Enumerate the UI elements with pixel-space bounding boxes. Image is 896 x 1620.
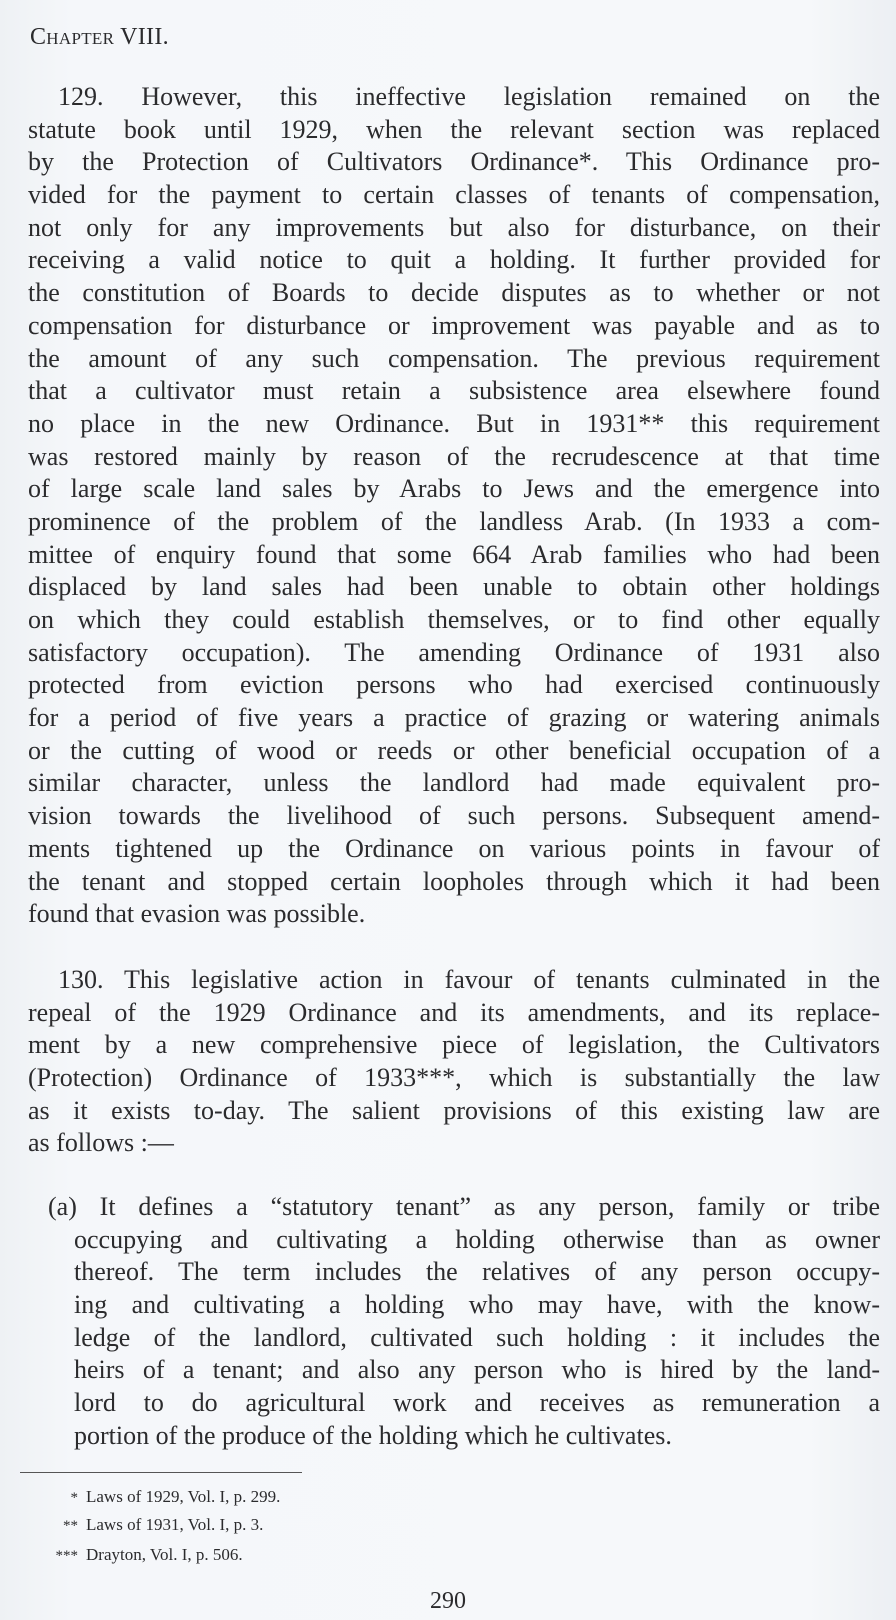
text-line: thereof. The term includes the relatives of any person occupy-	[74, 1257, 880, 1287]
text-line: (Protection) Ordinance of 1933***, which is substantially the law	[28, 1063, 880, 1093]
footnote-2	[20, 1511, 263, 1539]
text-line: that a cultivator must retain a subsistence area elsewhere found	[28, 376, 880, 406]
text-line: ments tightened up the Ordinance on various points in favour of	[28, 833, 880, 863]
chapter-word: Chapter	[30, 24, 115, 50]
text-line: by the Protection of Cultivators Ordinance*. This Ordinance pro-	[28, 147, 880, 177]
footnote-text: Laws of 1931, Vol. I, p. 3.	[86, 1515, 264, 1534]
text-line: on which they could establish themselves, or to find other equally	[28, 605, 880, 634]
footnote-3	[20, 1541, 243, 1569]
footnote-mark: *	[70, 1490, 78, 1506]
footnote-text: Laws of 1929, Vol. I, p. 299.	[86, 1487, 281, 1506]
page-number: 290	[430, 1588, 466, 1614]
text-line: 130. This legislative action in favour of tenants culminated in the	[58, 965, 880, 994]
text-line: repeal of the 1929 Ordinance and its amendments, and its replace-	[28, 997, 880, 1027]
text-line: ing and cultivating a holding who may have, with the know-	[74, 1290, 880, 1320]
footnote-mark: **	[63, 1518, 78, 1534]
text-line: ment by a new comprehensive piece of legislation, the Cultivators	[28, 1030, 880, 1060]
text-line: the constitution of Boards to decide disputes as to whether or not	[28, 278, 880, 308]
footnote-divider	[20, 1472, 302, 1473]
text-line: occupying and cultivating a holding otherwise than as owner	[74, 1224, 880, 1254]
text-line: was restored mainly by reason of the recrudescence at that time	[28, 441, 880, 471]
text-line: found that evasion was possible.	[28, 899, 366, 929]
text-line: not only for any improvements but also for disturbance, on their	[28, 212, 880, 242]
chapter-numeral: VIII.	[120, 24, 169, 50]
paragraph-129	[28, 81, 880, 931]
footnote-1	[20, 1483, 280, 1511]
text-line: vided for the payment to certain classes of tenants of compensation,	[28, 180, 880, 210]
text-line: or the cutting of wood or reeds or other beneficial occupation of a	[28, 735, 880, 765]
text-line: the amount of any such compensation. The previous requirement	[28, 343, 880, 373]
text-line: heirs of a tenant; and also any person who is hired by the land-	[74, 1355, 880, 1385]
text-line: the tenant and stopped certain loopholes through which it had been	[28, 866, 880, 896]
text-line: as follows :—	[28, 1128, 174, 1158]
text-line: lord to do agricultural work and receives as remuneration a	[74, 1388, 880, 1418]
text-line: receiving a valid notice to quit a holding. It further provided for	[28, 245, 880, 275]
text-line: satisfactory occupation). The amending Ordinance of 1931 also	[28, 637, 880, 667]
footnote-text: Drayton, Vol. I, p. 506.	[86, 1545, 243, 1564]
text-line: similar character, unless the landlord had made equivalent pro-	[28, 768, 880, 798]
text-line: mittee of enquiry found that some 664 Arab families who had been	[28, 539, 880, 569]
text-line: statute book until 1929, when the relevant section was replaced	[28, 114, 880, 144]
provision-a	[48, 1191, 880, 1453]
text-line: compensation for disturbance or improvement was payable and as to	[28, 310, 880, 340]
chapter-heading	[30, 24, 169, 51]
text-line: portion of the produce of the holding which he cultivates.	[74, 1420, 672, 1450]
text-line: displaced by land sales had been unable to obtain other holdings	[28, 572, 880, 602]
text-line: vision towards the livelihood of such persons. Subsequent amend-	[28, 801, 880, 831]
text-line: 129. However, this ineffective legislation remained on the	[58, 82, 880, 111]
text-line: as it exists to-day. The salient provisions of this existing law are	[28, 1095, 880, 1125]
text-line: prominence of the problem of the landless Arab. (In 1933 a com-	[28, 506, 880, 536]
text-line: ledge of the landlord, cultivated such holding : it includes the	[74, 1322, 880, 1352]
text-line: for a period of five years a practice of grazing or watering animals	[28, 703, 880, 733]
text-line: protected from eviction persons who had exercised continuously	[28, 670, 880, 700]
text-line: no place in the new Ordinance. But in 1931** this requirement	[28, 408, 880, 438]
footnote-mark: ***	[55, 1548, 78, 1564]
paragraph-130	[28, 964, 880, 1160]
text-line: of large scale land sales by Arabs to Jews and the emergence into	[28, 474, 880, 504]
text-line: (a) It defines a “statutory tenant” as any person, family or tribe	[48, 1192, 880, 1221]
